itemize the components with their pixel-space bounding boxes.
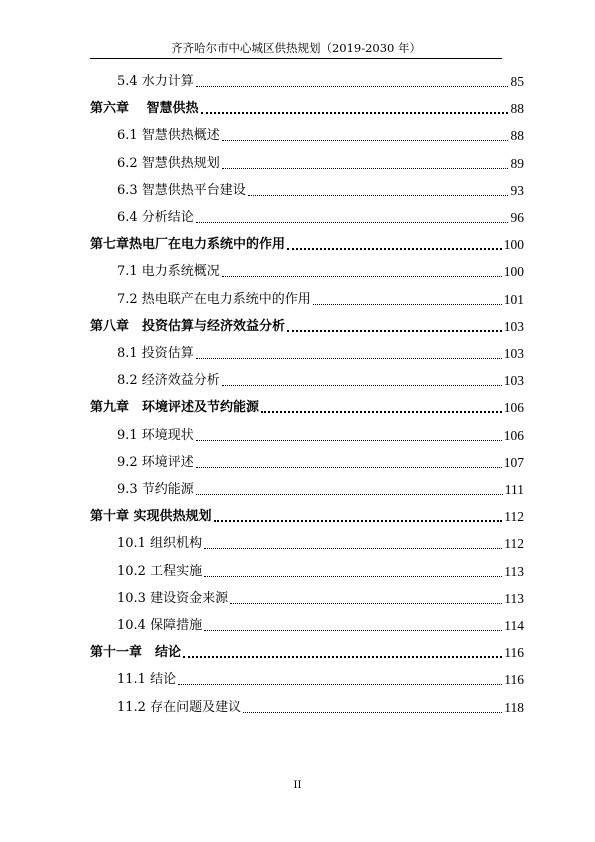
- dot-leader: [222, 275, 502, 277]
- toc-entry-label: 11.1 结论: [117, 672, 177, 688]
- toc-entry-page: 107: [503, 454, 524, 470]
- dot-leader: [204, 547, 502, 549]
- toc-entry-page: 103: [503, 373, 524, 389]
- toc-section-entry[interactable]: [117, 478, 524, 498]
- toc-section-entry[interactable]: [117, 369, 524, 389]
- dot-leader: [222, 139, 508, 141]
- toc-section-entry[interactable]: [117, 260, 524, 280]
- toc-entry-label: 10.1 组织机构: [117, 536, 203, 552]
- dot-leader: [204, 575, 502, 577]
- toc-entry-label: 7.1 电力系统概况: [117, 264, 220, 280]
- toc-section-entry[interactable]: [117, 70, 524, 90]
- toc-entry-page: 96: [510, 210, 524, 225]
- toc-section-entry[interactable]: [117, 152, 524, 172]
- toc-entry-label: 9.1 环境现状: [117, 427, 194, 443]
- toc-section-entry[interactable]: [117, 451, 524, 471]
- toc-entry-label: 第八章 投资估算与经济效益分析: [90, 318, 286, 334]
- toc-entry-label: 10.2 工程实施: [117, 563, 203, 579]
- toc-entry-page: 118: [504, 699, 524, 715]
- dot-leader: [230, 602, 502, 604]
- dot-leader: [287, 247, 502, 250]
- dot-leader: [248, 194, 508, 196]
- toc-chapter-entry[interactable]: [90, 505, 524, 525]
- dot-leader: [196, 357, 502, 359]
- toc-entry-label: 5.4 水力计算: [117, 74, 194, 89]
- toc-section-entry[interactable]: [117, 560, 524, 580]
- toc-section-entry[interactable]: [117, 342, 524, 362]
- toc-entry-page: 88: [510, 101, 524, 117]
- toc-entry-label: 9.3 节约能源: [117, 482, 194, 497]
- toc-entry-page: 89: [510, 155, 524, 171]
- toc-entry-label: 7.2 热电联产在电力系统中的作用: [117, 291, 311, 307]
- toc-section-entry[interactable]: [117, 532, 524, 552]
- toc-entry-label: 6.1 智慧供热概述: [117, 128, 220, 144]
- toc-section-entry[interactable]: [117, 587, 524, 607]
- dot-leader: [196, 439, 502, 441]
- toc-section-entry[interactable]: [117, 614, 524, 634]
- toc-section-entry[interactable]: [117, 696, 524, 716]
- toc-section-entry[interactable]: [117, 206, 524, 226]
- dot-leader: [222, 384, 502, 386]
- toc-entry-label: 11.2 存在问题及建议: [117, 699, 242, 715]
- toc-entry-page: 116: [504, 645, 524, 661]
- toc-chapter-entry[interactable]: [90, 315, 524, 335]
- toc-section-entry[interactable]: [117, 124, 524, 144]
- toc-entry-page: 100: [503, 237, 524, 253]
- toc-entry-label: 10.3 建设资金来源: [117, 590, 229, 606]
- toc-entry-label: 第十一章 结论: [90, 645, 182, 661]
- toc-section-entry[interactable]: [117, 179, 524, 199]
- dot-leader: [222, 167, 508, 169]
- toc-section-entry[interactable]: [117, 668, 524, 688]
- toc-entry-page: 88: [510, 128, 524, 144]
- toc-entry-page: 106: [503, 427, 524, 443]
- header-rule: [90, 58, 502, 59]
- toc-entry-page: 112: [504, 536, 524, 552]
- toc-chapter-entry[interactable]: [90, 396, 524, 416]
- toc-entry-page: 113: [504, 563, 524, 579]
- toc-entry-page: 85: [510, 74, 524, 89]
- dot-leader: [196, 85, 508, 87]
- toc-entry-page: 113: [504, 590, 524, 606]
- toc-entry-page: 116: [504, 672, 524, 688]
- toc-entry-page: 100: [503, 264, 524, 280]
- dot-leader: [196, 466, 502, 468]
- dot-leader: [201, 111, 508, 114]
- dot-leader: [243, 711, 502, 713]
- toc-entry-page: 106: [503, 400, 524, 416]
- dot-leader: [214, 519, 503, 522]
- toc-entry-page: 103: [503, 346, 524, 361]
- toc-entry-label: 第十章 实现供热规划: [90, 509, 212, 525]
- toc-entry-label: 6.3 智慧供热平台建设: [117, 182, 246, 198]
- toc-entry-label: 第九章 环境评述及节约能源: [90, 400, 260, 416]
- toc-entry-label: 6.2 智慧供热规划: [117, 155, 220, 171]
- page-number: II: [293, 780, 302, 791]
- toc-entry-label: 8.2 经济效益分析: [117, 373, 220, 389]
- toc-entry-page: 101: [503, 291, 524, 307]
- toc-section-entry[interactable]: [117, 424, 524, 444]
- toc-entry-page: 93: [510, 182, 524, 198]
- toc-entry-page: 112: [504, 509, 524, 525]
- running-header: 齐齐哈尔市中心城区供热规划（2019-2030 年）: [170, 41, 422, 55]
- dot-leader: [178, 683, 502, 685]
- toc-entry-label: 10.4 保障措施: [117, 618, 203, 633]
- toc-entry-page: 114: [504, 618, 524, 633]
- toc-entry-page: 111: [504, 482, 524, 497]
- dot-leader: [183, 655, 502, 658]
- dot-leader: [204, 629, 502, 631]
- toc-chapter-entry[interactable]: [90, 641, 524, 661]
- toc-section-entry[interactable]: [117, 288, 524, 308]
- dot-leader: [196, 493, 503, 495]
- dot-leader: [261, 410, 502, 413]
- toc-chapter-entry[interactable]: [90, 97, 524, 117]
- dot-leader: [287, 329, 502, 332]
- toc-entry-label: 9.2 环境评述: [117, 454, 194, 470]
- dot-leader: [313, 303, 502, 305]
- toc-entry-label: 8.1 投资估算: [117, 346, 194, 361]
- toc-entry-label: 第七章热电厂在电力系统中的作用: [90, 237, 286, 253]
- toc-entry-page: 103: [503, 318, 524, 334]
- toc-entry-label: 第六章 智慧供热: [90, 101, 199, 117]
- toc-entry-label: 6.4 分析结论: [117, 210, 194, 225]
- toc-chapter-entry[interactable]: [90, 233, 524, 253]
- dot-leader: [196, 221, 508, 223]
